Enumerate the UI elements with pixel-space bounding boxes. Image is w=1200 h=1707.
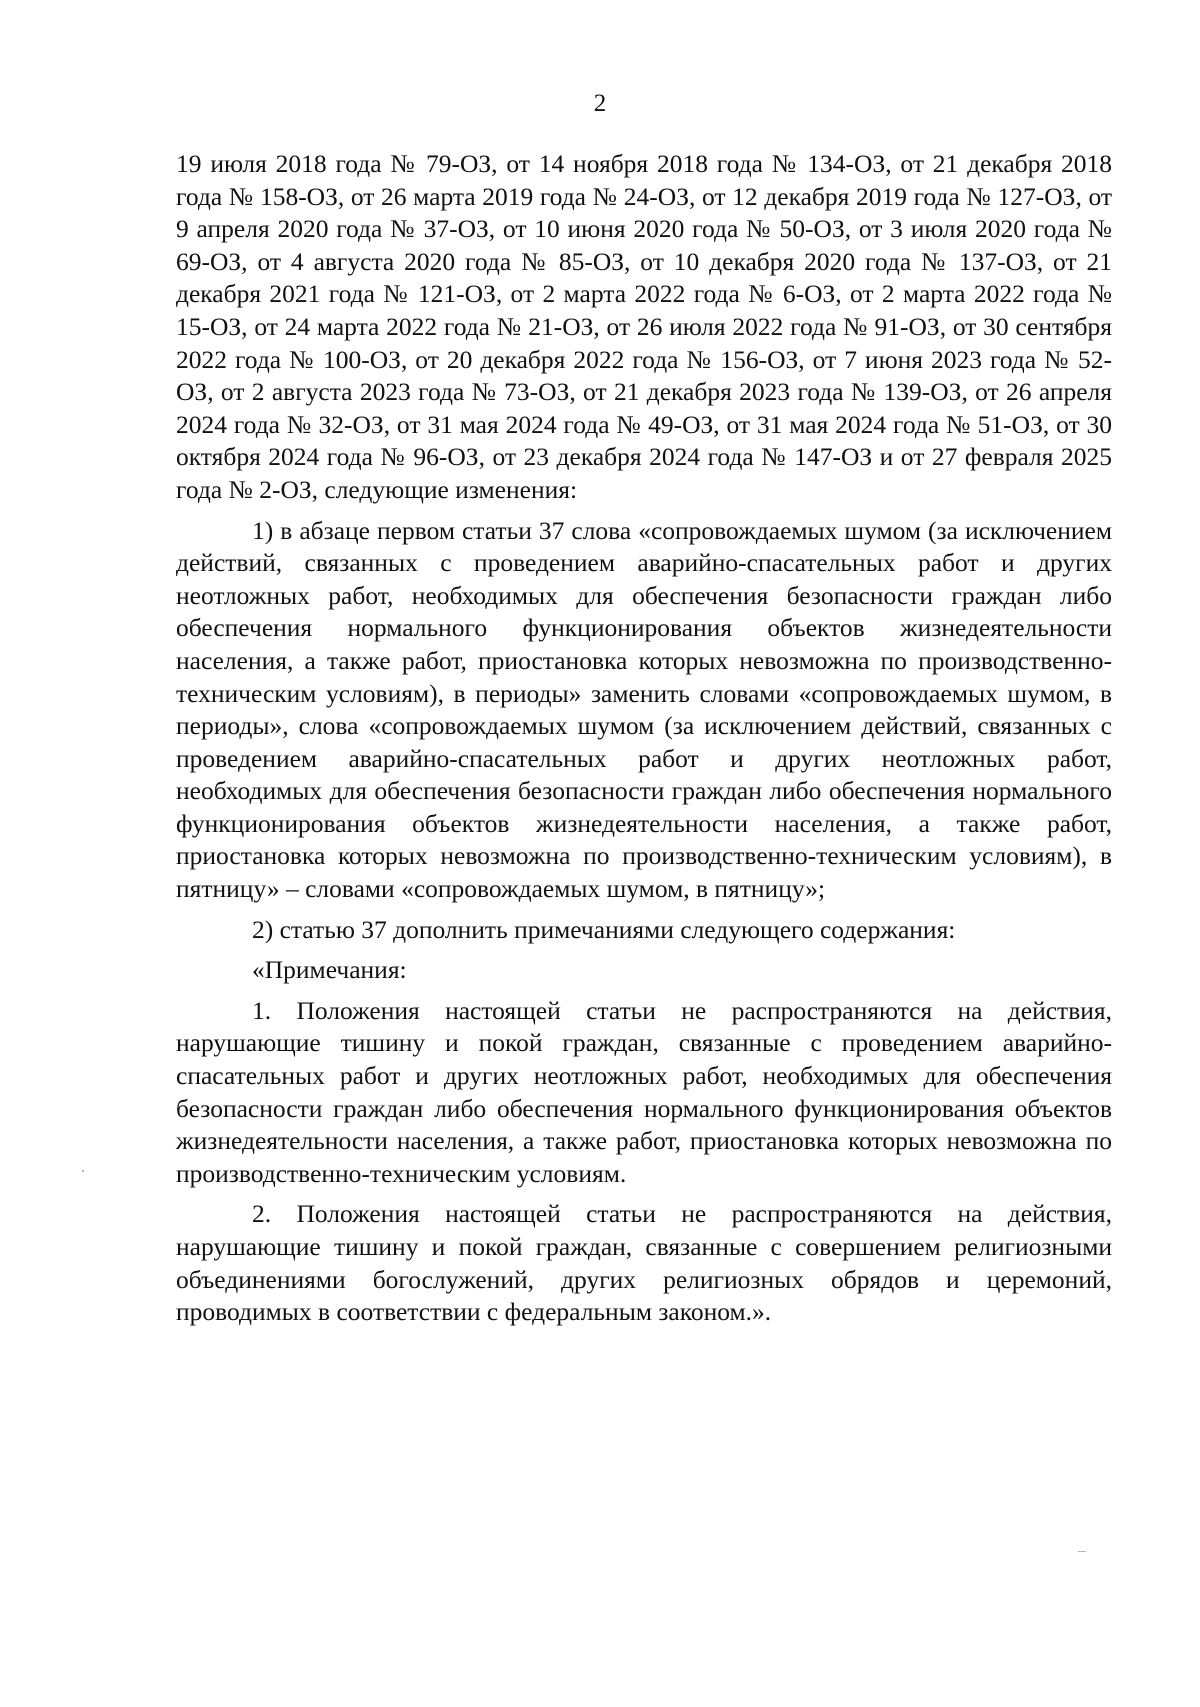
paragraph-item-2: 2) статью 37 дополнить примечаниями следующего содержания: — [252, 914, 956, 944]
scan-mark — [1078, 1551, 1086, 1552]
paragraph-note-2: 2. Положения настоящей статьи не распространяются на действия, нарушающие тишину и покой граждан, связанные с совершением религиозными объединениями богослужений, других религиозных обрядов и церемоний, проводимых в соответствии с федеральным законом.». — [176, 1199, 1112, 1327]
paragraph-note-1: 1. Положения настоящей статьи не распространяются на действия, нарушающие тишину и покой граждан, связанные с проведением аварийно-спасательных работ и других неотложных работ, необходимых для обеспечения безопасности граждан либо обеспечения нормального функционирования объектов жизнедеятельности населения, а также работ, приостановка которых невозможна по производственно-техническим условиям. — [176, 995, 1112, 1188]
paragraph-item-1: 1) в абзаце первом статьи 37 слова «сопровождаемых шумом (за исключением действий, связанных с проведением аварийно-спасательных работ и других неотложных работ, необходимых для обеспечения безопасности граждан либо обеспечения нормального функционирования объектов жизнедеятельности населения, а также работ, приостановка которых невозможна по производственно-техническим условиям), в периоды» заменить словами «сопровождаемых шумом, в периоды», слова «сопровождаемых шумом (за исключением действий, связанных с проведением аварийно-спасательных работ и других неотложных работ, необходимых для обеспечения безопасности граждан либо обеспечения нормального функционирования объектов жизнедеятельности населения, а также работ, приостановка которых невозможна по производственно-техническим условиям), в пятницу» – словами «сопровождаемых шумом, в пятницу»; — [176, 515, 1112, 904]
scan-speck — [82, 1170, 84, 1172]
page-number: 2 — [593, 90, 607, 117]
paragraph-notes-heading: «Примечания: — [252, 955, 407, 985]
paragraph-intro-continuation: 19 июля 2018 года № 79-ОЗ, от 14 ноября 2018 года № 134-ОЗ, от 21 декабря 2018 года № 158-ОЗ, от 26 марта 2019 года № 24-ОЗ, от 12 декабря 2019 года № 127-ОЗ, от 9 апреля 2020 года № 37-ОЗ, от 10 июня 2020 года № 50-ОЗ, от 3 июля 2020 года № 69-ОЗ, от 4 августа 2020 года № 85-ОЗ, от 10 декабря 2020 года № 137-ОЗ, от 21 декабря 2021 года № 121-ОЗ, от 2 марта 2022 года № 6-ОЗ, от 2 марта 2022 года № 15-ОЗ, от 24 марта 2022 года № 21-ОЗ, от 26 июля 2022 года № 91-ОЗ, от 30 сентября 2022 года № 100-ОЗ, от 20 декабря 2022 года № 156-ОЗ, от 7 июня 2023 года № 52-ОЗ, от 2 августа 2023 года № 73-ОЗ, от 21 декабря 2023 года № 139-ОЗ, от 26 апреля 2024 года № 32-ОЗ, от 31 мая 2024 года № 49-ОЗ, от 31 мая 2024 года № 51-ОЗ, от 30 октября 2024 года № 96-ОЗ, от 23 декабря 2024 года № 147-ОЗ и от 27 февраля 2025 года № 2-ОЗ, следующие изменения: — [176, 149, 1112, 504]
document-body — [176, 148, 1112, 1329]
